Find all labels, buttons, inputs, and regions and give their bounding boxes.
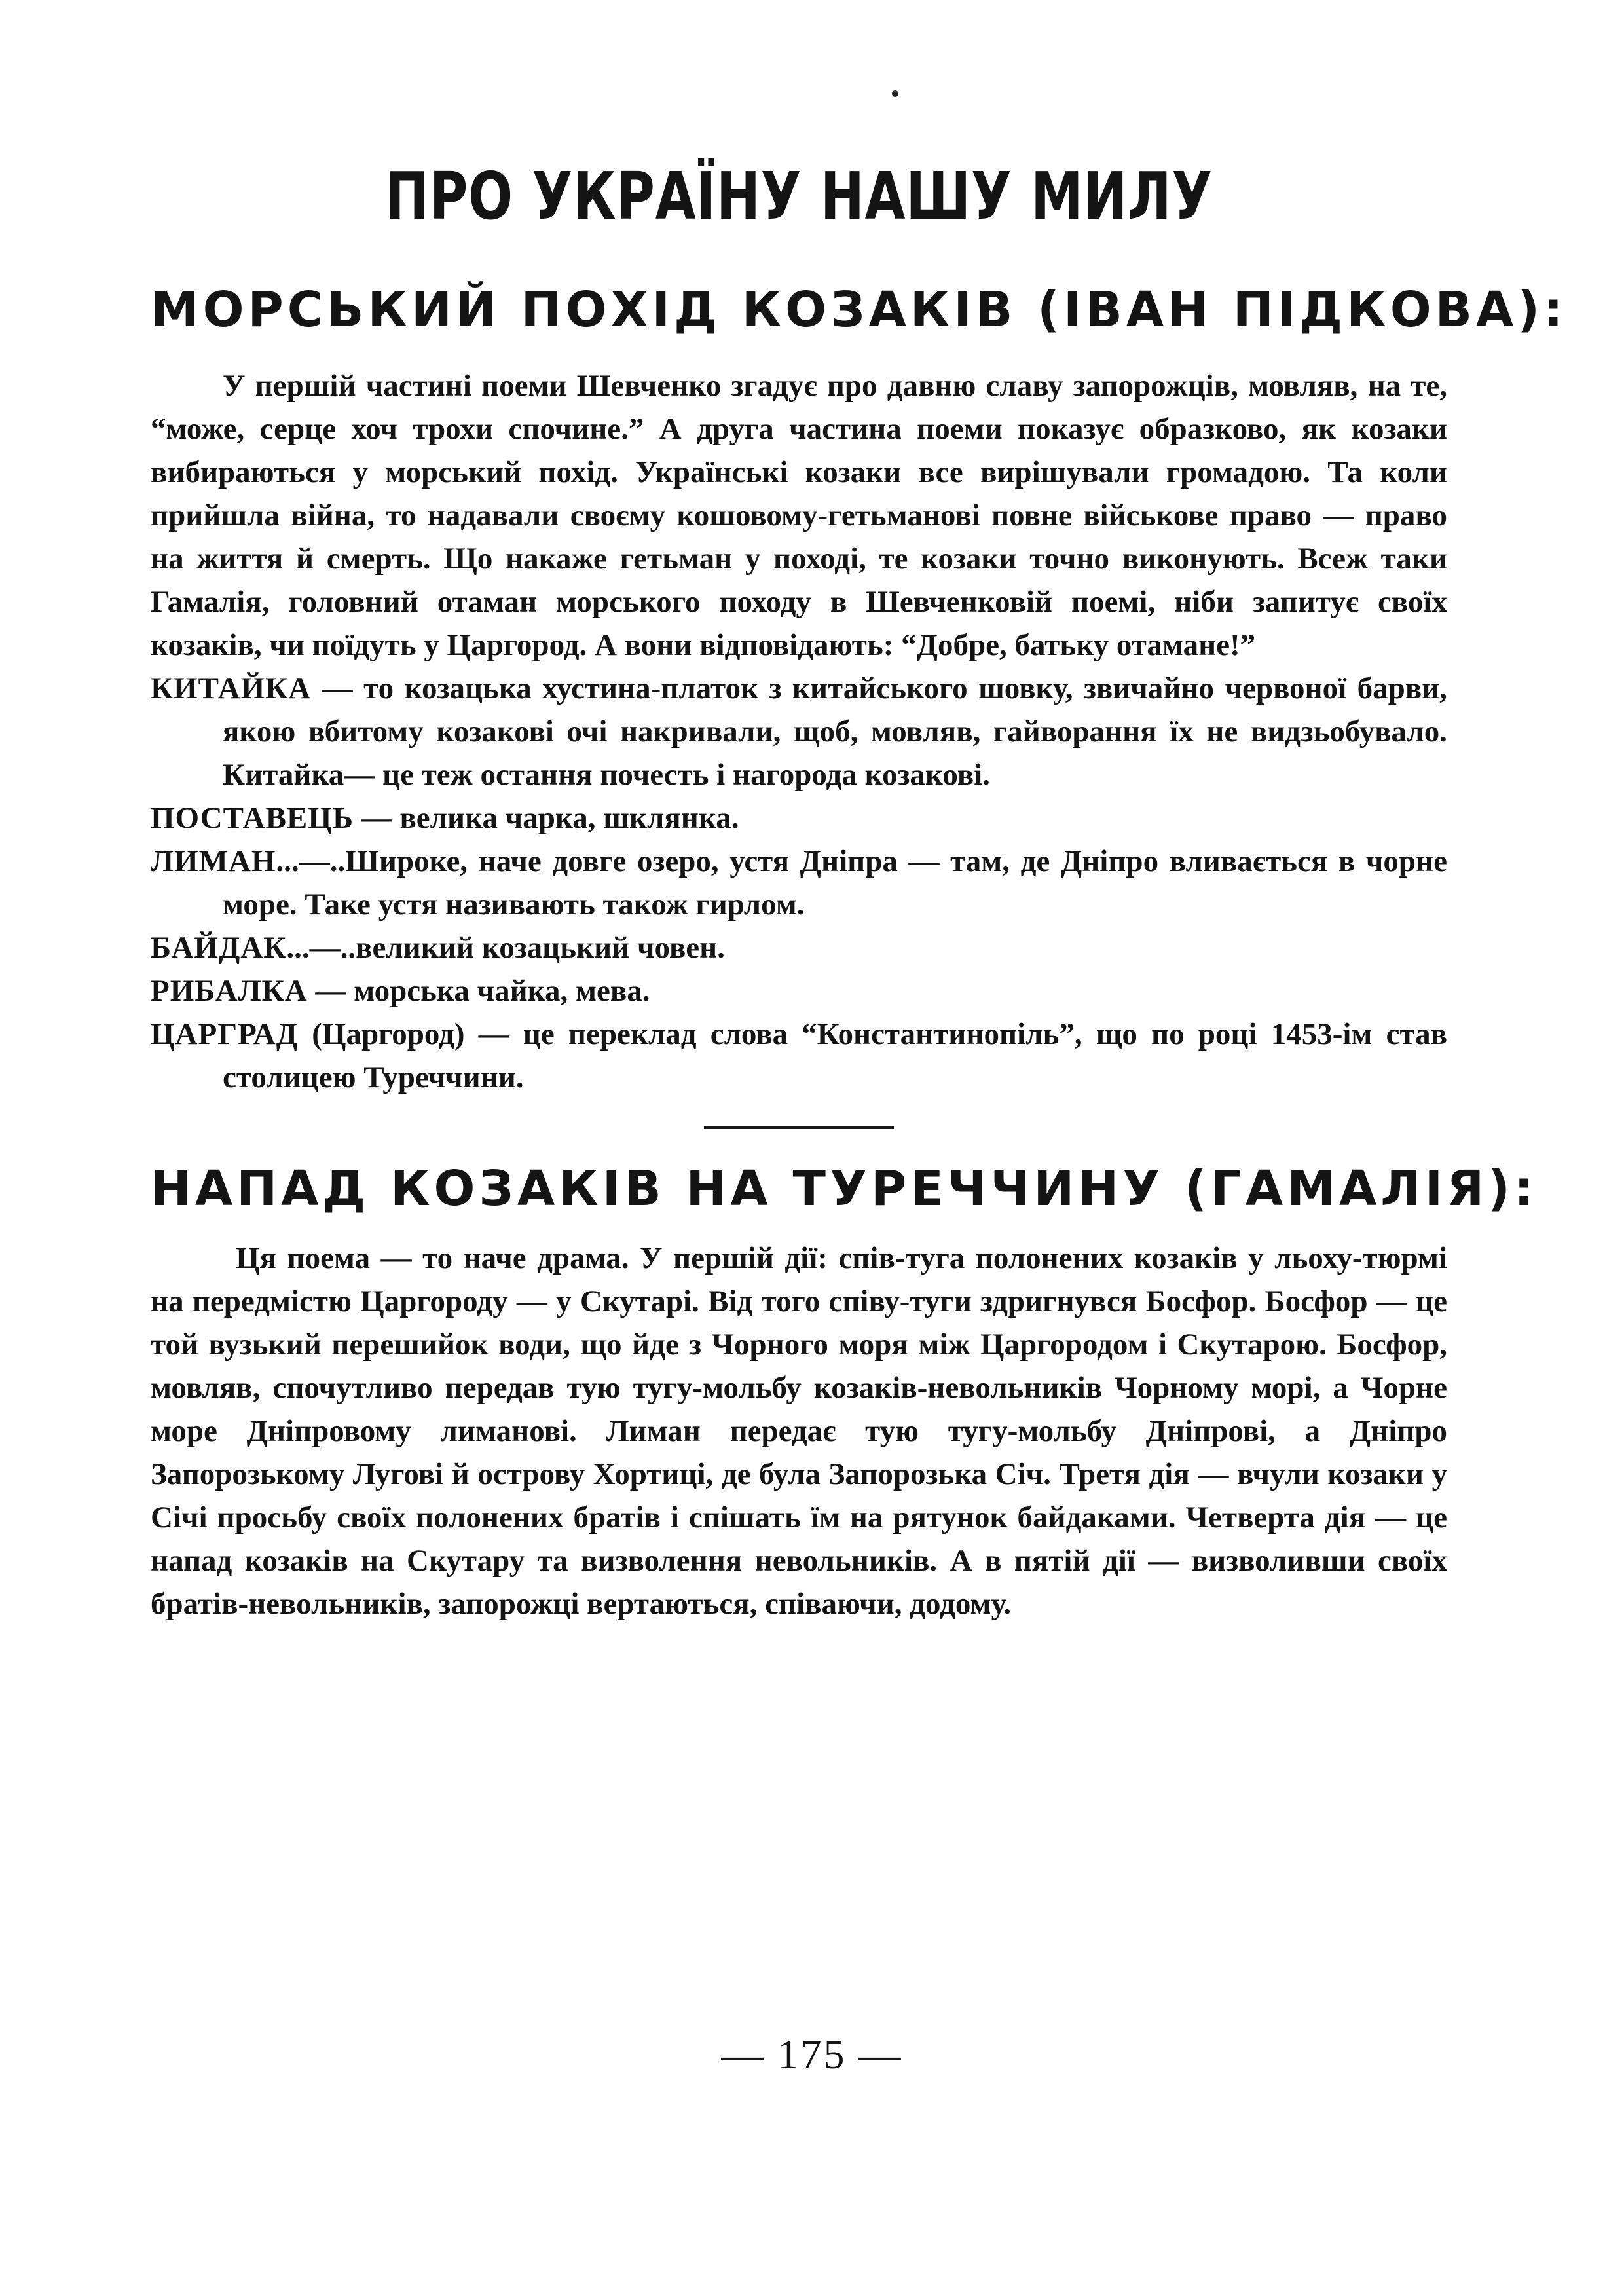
glossary-entry-baidak [151, 926, 1447, 969]
section-title-attack-turkey: НАПАД КОЗАКІВ НА ТУРЕЧЧИНУ (ГАМАЛІЯ): [151, 1161, 1538, 1217]
section-paragraph-attack-turkey: Ця поема — то наче драма. У першій дії: спів-туга полонених козаків у льоху-тюрмі на передмістю Царгороду — у Скутарі. Від того співу-туги здригнувся Босфор. Босфор — це той вузький перешийок води, що йде з Чорного моря між Царгородом і Скутарою. Босфор, мовляв, спочутливо передав тую тугу-мольбу козаків-невольників Чорному морі, а Чорне море Дніпровому лиманові. Лиман передає тую тугу-мольбу Дніпрові, а Дніпро Запорозькому Лугові й острову Хортиці, де була Запорозька Січ. Третя дія — вчули козаки у Січі просьбу своїх полонених братів і спішать їм на рятунок байдаками. Четверта дія — це напад козаків на Скутару та визволення невольників. А в пятій дії — визволивши своїх братів-невольників, запорожці вертаються, співаючи, додому. [151, 1241, 1447, 1621]
glossary-entry-rybalka [151, 969, 1447, 1013]
glossary-separator: — [353, 801, 400, 835]
page-number: — 175 — [721, 2031, 903, 2077]
section-divider [704, 1126, 894, 1129]
glossary-definition: велика чарка, шклянка. [399, 801, 739, 835]
glossary-definition: морська чайка, мева. [354, 974, 650, 1008]
glossary-separator: ...—.. [286, 931, 356, 965]
ink-speck [892, 90, 898, 97]
glossary-term: ПОСТАВЕЦЬ [151, 801, 354, 835]
glossary-term: ЦАРГРАД [151, 1017, 299, 1051]
glossary-separator: — [307, 974, 354, 1008]
glossary-entry-kytaika [151, 667, 1447, 796]
glossary-entry-tsarhrad [151, 1013, 1447, 1099]
glossary-separator: — [311, 671, 364, 705]
page-title: ПРО УКРАЇНУ НАШУ МИЛУ [384, 158, 1213, 234]
book-page [151, 151, 1567, 1626]
section-paragraph-sea-campaign: У першій частині поеми Шевченко згадує про давню славу запорожців, мовляв, на те, “може, серце хоч трохи спочине.” А друга частина поеми показує образково, як козаки вибираються у морський похід. Українські козаки все вирішували громадою. Та коли прийшла війна, то надавали своєму кошовому-гетьманові повне військове право — право на життя й смерть. Що накаже гетьман у поході, те козаки точно виконують. Всеж таки Гамалія, головний отаман морського походу в Шевченковій поемі, ніби запитує своїх козаків, чи поїдуть у Царгород. А вони відповідають: “Добре, батьку отамане!” [151, 369, 1447, 662]
glossary-list [151, 667, 1447, 1099]
glossary-definition: великий козацький човен. [356, 931, 725, 965]
glossary-term: БАЙДАК [151, 931, 287, 965]
glossary-definition: це переклад слова “Константинопіль”, що по році 1453-ім став столицею Туреччини. [223, 1017, 1448, 1094]
glossary-entry-postavets [151, 796, 1447, 840]
glossary-term: ЛИМАН [151, 844, 276, 878]
section-title-sea-campaign: МОРСЬКИЙ ПОХІД КОЗАКІВ (ІВАН ПІДКОВА): [151, 282, 1567, 338]
glossary-term: КИТАЙКА [151, 671, 312, 705]
glossary-entry-lyman [151, 840, 1447, 926]
glossary-separator: ...—.. [276, 844, 346, 878]
glossary-definition: то козацька хустина-платок з китайського шовку, звичайно червоної барви, якою вбитому козакові очі накривали, щоб, мовляв, гайворання їх не видзьобувало. Китайка— це теж остання почесть і нагорода козакові. [223, 671, 1447, 792]
glossary-term: РИБАЛКА [151, 974, 308, 1008]
glossary-definition: Широке, наче довге озеро, устя Дніпра — там, де Дніпро вливається в чорне море. Таке устя називають також гирлом. [223, 844, 1447, 921]
glossary-separator: (Царгород) — [298, 1017, 523, 1051]
